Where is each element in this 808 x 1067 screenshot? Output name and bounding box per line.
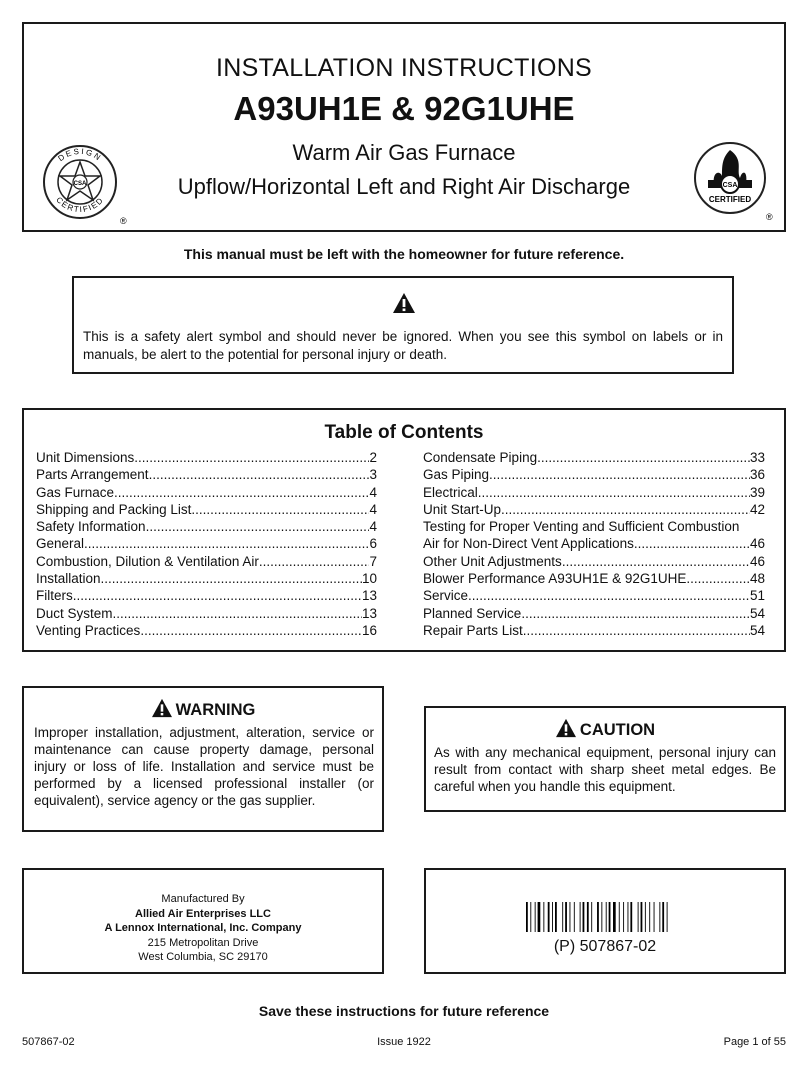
discharge-type: Upflow/Horizontal Left and Right Air Discharge	[177, 174, 631, 199]
seal-right-center-label: CSA	[722, 182, 738, 189]
safety-alert-box	[72, 276, 734, 374]
barcode-bar	[606, 902, 607, 932]
toc-entry[interactable]: Gas Piping ..... 36	[423, 466, 765, 483]
barcode-bar	[662, 902, 664, 932]
barcode-bar	[619, 902, 620, 932]
parent-company: A Lennox International, Inc. Company	[104, 922, 302, 934]
caution-heading	[426, 718, 784, 740]
barcode-bar	[548, 902, 550, 932]
toc-entry[interactable]: Safety Information ..... 4	[36, 518, 377, 535]
toc-entry[interactable]: Filters ..... 13	[36, 587, 377, 604]
part-number-box	[424, 868, 786, 974]
barcode-bar	[601, 902, 602, 932]
barcode-bar	[574, 902, 575, 932]
toc-entry[interactable]: Installation ..... 10	[36, 570, 377, 587]
barcode-bar	[543, 902, 544, 932]
warning-triangle-icon	[555, 718, 577, 738]
toc-entry[interactable]: Shipping and Packing List ..... 4	[36, 501, 377, 518]
homeowner-notice: This manual must be left with the homeowner for future reference.	[183, 246, 625, 262]
barcode-bar	[659, 902, 660, 932]
barcode-bar	[570, 902, 571, 932]
barcode-bar	[565, 902, 567, 932]
warning-label: WARNING	[175, 701, 256, 719]
barcode-bar	[530, 902, 531, 932]
toc-entry[interactable]: Planned Service ..... 54	[423, 605, 765, 622]
csa-certified-seal-icon	[692, 140, 776, 224]
barcode-bar	[562, 902, 563, 932]
seal-right-label: CERTIFIED	[708, 195, 752, 204]
warning-triangle-icon	[392, 292, 416, 314]
barcode-bar	[654, 902, 655, 932]
product-name: Warm Air Gas Furnace	[292, 140, 516, 165]
safety-alert-text: This is a safety alert symbol and should never be ignored. When you see this symbol on labels or in manuals, be alert to the potential for personal injury or death.	[83, 329, 723, 362]
toc-entry[interactable]: Blower Performance A93UH1E & 92G1UHE ..... 48	[423, 570, 765, 587]
barcode-bar	[628, 902, 629, 932]
toc-left-column	[36, 449, 377, 639]
barcode-bar	[587, 902, 589, 932]
barcode-bar	[535, 902, 536, 932]
barcode-bar	[667, 902, 668, 932]
street-address: 215 Metropolitan Drive	[147, 936, 259, 949]
warning-box	[22, 686, 384, 832]
toc-entry[interactable]: Duct System ..... 13	[36, 605, 377, 622]
toc-entry[interactable]: Parts Arrangement ..... 3	[36, 466, 377, 483]
svg-text:®: ®	[766, 212, 773, 222]
part-number: (P) 507867-02	[553, 938, 657, 955]
seal-left-center-label: CSA	[73, 181, 87, 187]
barcode-bar	[555, 902, 557, 932]
toc-entry-continued[interactable]: Testing for Proper Venting and Sufficient Combustion	[423, 519, 740, 535]
toc-entry[interactable]: Service ..... 51	[423, 587, 765, 604]
barcode-bar	[609, 902, 611, 932]
toc-entry[interactable]: Unit Start-Up ..... 42	[423, 501, 765, 518]
barcode-bar	[552, 902, 553, 932]
svg-text:®: ®	[120, 216, 127, 226]
barcode-bar	[538, 902, 541, 932]
manufacturer-box	[22, 868, 384, 974]
toc-title: Table of Contents	[324, 422, 484, 443]
warning-triangle-icon	[151, 698, 173, 718]
toc-entry[interactable]: Venting Practices ..... 16	[36, 622, 377, 639]
barcode-bar	[613, 902, 616, 932]
footer-page: Page 1 of 55	[723, 1036, 786, 1048]
caution-text: As with any mechanical equipment, personal injury can result from contact with sharp sheet metal edges. Be careful when you handle this equipment.	[434, 745, 776, 794]
city-address: West Columbia, SC 29170	[138, 951, 268, 963]
seal-left-bottom-label: CERTIFIED	[54, 195, 106, 215]
toc-entry[interactable]: Air for Non-Direct Vent Applications ..... 46	[423, 535, 765, 552]
barcode-bar	[623, 902, 624, 932]
table-of-contents	[22, 408, 786, 652]
barcode-bar	[526, 902, 528, 932]
document-type: INSTALLATION INSTRUCTIONS	[215, 54, 593, 82]
caution-label: CAUTION	[579, 721, 656, 739]
toc-entry[interactable]: Other Unit Adjustments ..... 46	[423, 553, 765, 570]
barcode-bar	[641, 902, 643, 932]
barcode-bar	[591, 902, 592, 932]
barcode-bar	[597, 902, 599, 932]
caution-box	[424, 706, 786, 812]
warning-text: Improper installation, adjustment, alteration, service or maintenance can cause property damage, personal injury or loss of life. Installation and service must be performed by a licensed professional installer (or equivalent), service agency or the gas supplier.	[34, 725, 374, 808]
header-box	[22, 22, 786, 232]
toc-entry[interactable]: Electrical ..... 39	[423, 484, 765, 501]
toc-entry[interactable]: Condensate Piping ..... 33	[423, 449, 765, 466]
barcode-icon	[526, 902, 686, 932]
design-certified-seal-icon	[38, 140, 128, 230]
toc-right-column	[423, 449, 765, 639]
manufacturer-name: Allied Air Enterprises LLC	[135, 907, 271, 920]
barcode-bar	[580, 902, 581, 932]
manufactured-by-label: Manufactured By	[161, 893, 245, 905]
toc-entry[interactable]: General ..... 6	[36, 535, 377, 552]
toc-entry[interactable]: Gas Furnace ..... 4	[36, 484, 377, 501]
barcode-bar	[630, 902, 632, 932]
barcode-bar	[583, 902, 585, 932]
barcode-bar	[649, 902, 650, 932]
barcode-bar	[645, 902, 646, 932]
save-instructions-notice: Save these instructions for future reference	[258, 1003, 550, 1019]
toc-entry[interactable]: Unit Dimensions ..... 2	[36, 449, 377, 466]
toc-entry[interactable]: Combustion, Dilution & Ventilation Air ..... 7	[36, 553, 377, 570]
footer-issue: Issue 1922	[377, 1036, 431, 1048]
seal-left-top-label: DESIGN	[56, 146, 104, 164]
barcode-bar	[638, 902, 639, 932]
model-title: A93UH1E & 92G1UHE	[233, 90, 575, 127]
warning-heading	[24, 698, 382, 720]
footer-doc-number: 507867-02	[22, 1036, 75, 1048]
toc-entry[interactable]: Repair Parts List ..... 54	[423, 622, 765, 639]
